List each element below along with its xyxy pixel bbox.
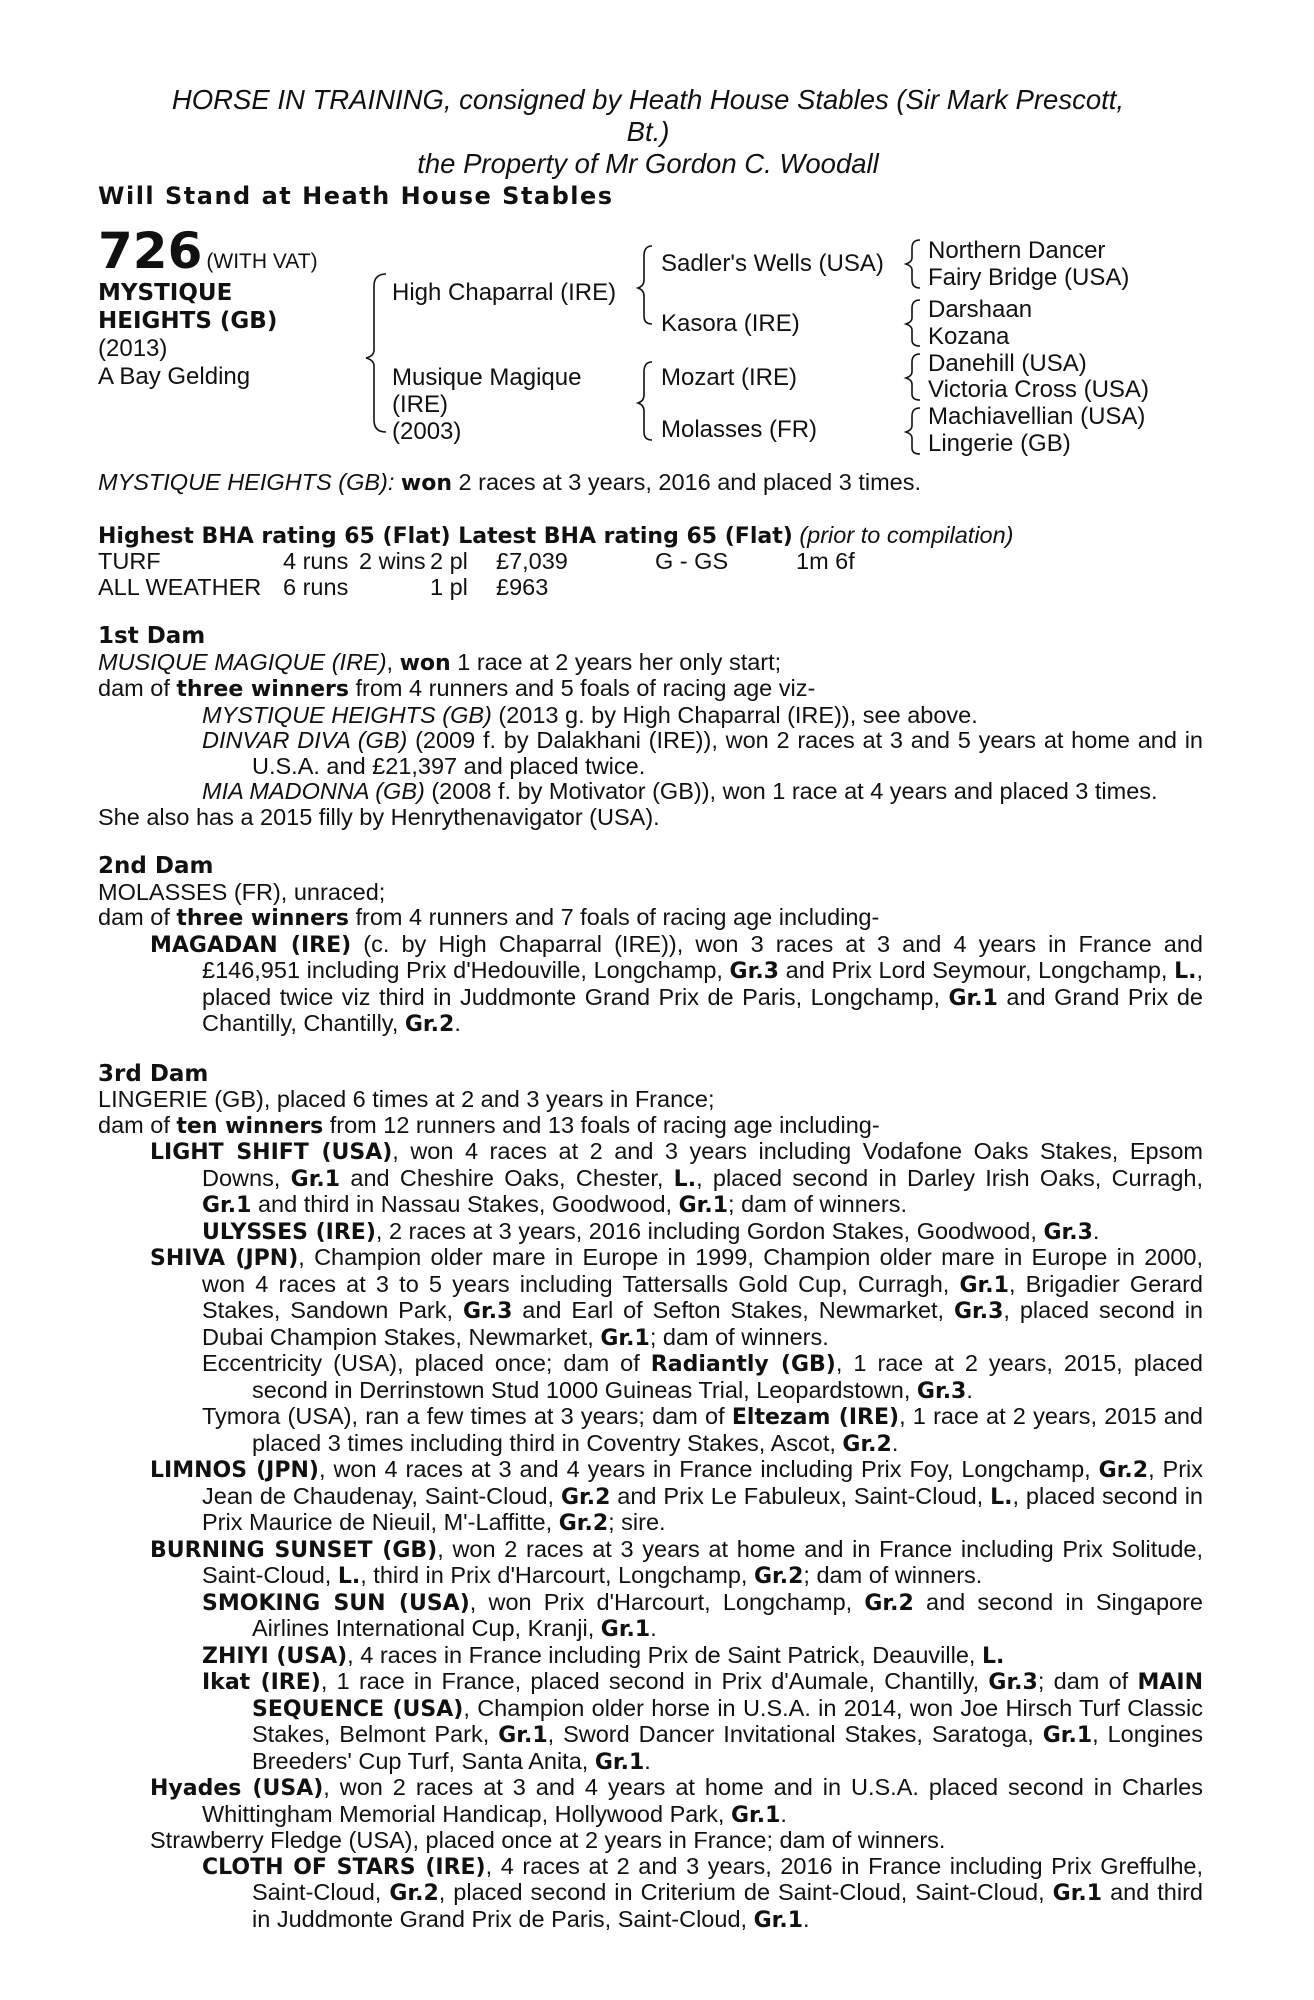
turf-runs: 4 runs [283,548,349,574]
pedigree-ssd: Fairy Bridge (USA) [928,264,1130,291]
pedigree-dam-year: (2003) [392,418,462,445]
first-dam-last: She also has a 2015 filly by Henrythenavigator (USA). [98,803,660,830]
horse-name: CLOTH OF STARS (IRE) [202,1854,486,1880]
owner-line: the Property of Mr Gordon C. Woodall [417,148,879,179]
t: , 4 races in France including Prix de Saint Patrick, Deauville, [347,1641,982,1668]
horse-name: ULYSSES (IRE) [202,1219,376,1245]
t: , Longines Breeders' Cup Turf, Santa Anita, [252,1721,1203,1774]
dam-of: dam of [98,1111,177,1138]
t: and Prix Lord Seymour, Longchamp, [778,957,1175,983]
first-dam-line1 [98,650,1203,677]
grade: Gr.1 [594,1749,645,1775]
first-dam-name: MUSIQUE MAGIQUE (IRE) [98,648,387,675]
magadan-name: MAGADAN (IRE) [150,932,352,958]
t: and Earl of Sefton Stakes, Newmarket, [512,1297,954,1323]
winners-count: three winners [176,906,349,931]
t: and Prix Le Fabuleux, Saint-Cloud, [610,1482,991,1509]
summary-horse: MYSTIQUE HEIGHTS (GB) [98,469,388,495]
grade: Gr.2 [864,1590,914,1616]
consignor-line-cont: Bt.) [626,116,670,147]
pedigree-sss: Northern Dancer [928,237,1106,264]
turf-row [98,549,1203,575]
t: Eccentricity (USA), placed once; dam of [202,1350,651,1376]
third-dam-line1: LINGERIE (GB), placed 6 times at 2 and 3 years in France; [98,1086,715,1112]
t: , won 4 races at 3 and 4 years in France including Prix Foy, Longchamp, [318,1456,1099,1482]
produce-2-text: (2009 f. by Dalakhani (IRE)), won 2 races at 3 and 5 years at home and in U.S.A. and £21,397 and placed twice. [252,727,1204,779]
brace-sire [638,246,652,324]
t: Strawberry Fledge (USA), placed once at 2 years in France; dam of winners. [150,1827,946,1853]
turf-placed: 2 pl [430,548,468,574]
horse-name: ZHIYI (USA) [202,1643,348,1669]
zhiyi-entry [98,1643,1203,1670]
pedigree-dds: Machiavellian (USA) [928,403,1146,430]
first-dam-line2 [98,676,1203,703]
t: ; dam of [1037,1668,1138,1694]
magadan-entry [98,932,1203,1038]
horse-name-line1: MYSTIQUE [98,280,233,306]
aw-wins [359,575,430,601]
t: . [891,1429,899,1456]
grade: Gr.2 [753,1564,804,1589]
grade: Gr.1 [948,985,998,1011]
horse-name: LIGHT SHIFT (USA) [150,1140,393,1165]
brace-ss [906,240,920,288]
runners-foals: from 4 runners and 5 foals of racing age viz- [348,675,816,701]
grade: Gr.1 [1042,1723,1093,1748]
grade: Gr.2 [560,1484,611,1510]
t: . [1092,1217,1100,1244]
winners-count: three winners [176,677,349,702]
listed: L. [1174,959,1197,984]
pedigree-dam: Musique Magique [392,364,582,391]
ulysses-entry [98,1219,1203,1246]
aw-placed: 1 pl [430,573,468,600]
t: , won Prix d'Harcourt, Longchamp, [469,1588,865,1615]
vat-label: (WITH VAT) [206,250,318,273]
listed: L. [981,1643,1005,1669]
horse-name-line2: HEIGHTS (GB) [98,308,278,334]
ratings-bold: Highest BHA rating 65 (Flat) Latest BHA rating 65 (Flat) [98,523,793,549]
horse-name: LIMNOS (JPN) [150,1458,319,1483]
limnos-entry [98,1457,1203,1537]
t: , won 4 races at 2 and 3 years including Vodafone Oaks Stakes, Epsom Downs, [202,1138,1203,1191]
pedigree-dam-country: (IRE) [392,391,448,418]
t: , placed second in Darley Irish Oaks, Curragh, [696,1164,1204,1191]
t: , won 2 races at 3 and 4 years at home and in U.S.A. placed second in Charles Whittingham Memorial Handicap, Hollywood Park, [202,1774,1203,1827]
t: . [803,1905,810,1932]
light-shift-entry [98,1139,1203,1219]
ratings-line [98,523,1203,550]
turf-going: G - GS [655,548,729,574]
t: , Prix Jean de Chaudenay, Saint-Cloud, [202,1456,1204,1509]
sep: , [386,648,400,675]
brace-main [366,274,386,432]
lot-info [98,222,318,391]
t: , third in Prix d'Harcourt, Longchamp, [360,1562,754,1588]
turf-wins: 2 wins [359,548,426,574]
pedigree-sire: High Chaparral (IRE) [392,279,617,306]
race-summary [98,470,1203,497]
ratings-note: (prior to compilation) [792,521,1014,548]
aw-prize: £963 [496,573,549,600]
grade: Gr.1 [202,1193,252,1218]
grade: Gr.1 [730,1802,781,1828]
t: ; dam of winners. [803,1562,983,1588]
lot-number: 726 [98,222,203,280]
third-dam-line2 [98,1113,1203,1140]
second-dam-heading: 2nd Dam [98,853,214,879]
aw-runs: 6 runs [283,573,349,600]
pedigree-dam-dam: Molasses (FR) [661,416,818,443]
horse-name: MAIN SEQUENCE (USA) [252,1670,1203,1722]
brace-sd [906,300,920,346]
produce-3-text: (2008 f. by Motivator (GB)), won 1 race at 4 years and placed 3 times. [424,778,1158,804]
pedigree-sds: Darshaan [928,296,1033,323]
t: , placed second in Criterium de Saint-Cloud, Saint-Cloud, [438,1879,1053,1905]
dam-of: dam of [98,904,177,930]
ikat-entry [98,1669,1203,1775]
pedigree-sdd: Kozana [928,323,1010,350]
grade: Gr.2 [1098,1458,1149,1483]
grade: Gr.3 [988,1670,1038,1695]
grade: Gr.1 [1052,1881,1103,1906]
t: . [650,1615,657,1641]
stand-line: Will Stand at Heath House Stables [98,182,614,210]
turf-label: TURF [98,548,161,574]
pedigree-ddd: Lingerie (GB) [928,430,1071,457]
summary-colon: : [387,469,401,495]
dam-of: dam of [98,675,177,701]
t: , 1 race in France, placed second in Prix d'Aumale, Chantilly, [320,1668,989,1694]
t: , placed second in Prix Maurice de Nieuil, M'-Laffitte, [202,1482,1204,1535]
t: , 4 races at 2 and 3 years, 2016 in France including Prix Greffulhe, Saint-Cloud, [252,1852,1203,1905]
second-dam-line1: MOLASSES (FR), unraced; [98,878,386,905]
aw-row [98,575,1203,601]
first-dam-heading: 1st Dam [98,623,206,649]
tymora-entry [98,1404,1203,1457]
t: . [644,1747,651,1774]
grade: Gr.1 [959,1272,1009,1298]
produce-1 [98,703,1203,729]
grade: Gr.1 [753,1907,804,1933]
t: and Grand Prix de Chantilly, Chantilly, [202,983,1203,1036]
grade: Gr.3 [916,1378,967,1404]
strawberry-fledge-entry [98,1828,1203,1854]
horse-name: SHIVA (JPN) [150,1246,299,1271]
horse-name: Hyades (USA) [150,1776,324,1801]
produce-2 [98,728,1203,779]
pedigree-sire-dam: Kasora (IRE) [661,310,800,337]
smoking-sun-entry [98,1590,1203,1643]
pedigree-dss: Danehill (USA) [928,350,1087,377]
grade: Gr.3 [953,1299,1004,1324]
page-header [98,84,1198,212]
grade: Gr.3 [462,1299,513,1324]
grade: Gr.2 [842,1431,892,1457]
t: , Brigadier Gerard Stakes, Sandown Park, [202,1270,1203,1323]
t: and second in Singapore Airlines International Cup, Kranji, [252,1588,1203,1641]
grade: Gr.3 [729,959,779,984]
t: , placed twice viz third in Juddmonte Grand Prix de Paris, Longchamp, [202,957,1203,1010]
summary-won: won [400,471,453,496]
grade: Gr.1 [600,1325,650,1351]
brace-dam [638,362,652,440]
t: . [780,1800,787,1827]
turf-distance: 1m 6f [796,548,855,574]
horse-name: Eltezam (IRE) [731,1405,900,1430]
listed: L. [337,1564,361,1589]
winners-count: ten winners [176,1113,324,1139]
horse-description: A Bay Gelding [98,363,251,390]
t: , 1 race at 2 years, 2015, placed second in Derrinstown Stud 1000 Guineas Trial, Leopardstown, [252,1350,1203,1403]
catalogue-text [98,470,1203,1933]
grade: Gr.1 [290,1166,341,1192]
eccentricity-entry [98,1351,1203,1404]
listed: L. [990,1484,1013,1510]
burning-sunset-entry [98,1537,1203,1590]
horse-name: BURNING SUNSET (GB) [150,1537,438,1563]
t: , 1 race at 2 years, 2015 and placed 3 times including third in Coventry Stakes, Ascot, [252,1403,1203,1456]
pedigree-sire-sire: Sadler's Wells (USA) [661,250,884,277]
t: , 2 races at 3 years, 2016 including Gordon Stakes, Goodwood, [375,1217,1044,1244]
t: ; dam of winners. [728,1191,907,1217]
t: , Champion older mare in Europe in 1999, Champion older mare in Europe in 2000, won 4 races at 3 to 5 years including Tattersalls Gold Cup, Curragh, [202,1244,1204,1297]
grade: Gr.1 [600,1617,651,1642]
hyades-entry [98,1775,1203,1828]
t: , Champion older horse in U.S.A. in 2014, won Joe Hirsch Turf Classic Stakes, Belmont Park, [252,1694,1203,1747]
grade: Gr.3 [1043,1219,1093,1245]
produce-1-name: MYSTIQUE HEIGHTS (GB) [202,701,492,728]
listed: L. [673,1166,697,1192]
t: , placed second in Dubai Champion Stakes, Newmarket, [202,1297,1203,1350]
t: , Sword Dancer Invitational Stakes, Saratoga, [547,1721,1043,1747]
brace-ds [906,354,920,400]
cloth-of-stars-entry [98,1854,1203,1934]
second-dam-line2 [98,905,1203,932]
runners-foals: from 4 runners and 7 foals of racing age including- [348,904,880,930]
grade: Gr.1 [498,1723,548,1748]
produce-2-name: DINVAR DIVA (GB) [202,727,408,753]
t: and third in Nassau Stakes, Goodwood, [251,1191,679,1217]
runners-foals: from 12 runners and 13 foals of racing age including- [323,1111,880,1138]
produce-3 [98,779,1203,805]
horse-name: SMOKING SUN (USA) [202,1590,470,1616]
turf-prize: £7,039 [496,548,568,574]
t: Tymora (USA), ran a few times at 3 years; dam of [202,1403,732,1429]
t: and Cheshire Oaks, Chester, [340,1164,674,1191]
t: (c. by High Chaparral (IRE)), won 3 races at 3 and 4 years in France and £146,951 including Prix d'Hedouville, Longchamp, [202,930,1203,983]
produce-1-text: (2013 g. by High Chaparral (IRE)), see above. [491,701,978,728]
summary-rest: 2 races at 3 years, 2016 and placed 3 times. [452,469,921,495]
grade: Gr.1 [678,1193,729,1218]
shiva-entry [98,1245,1203,1351]
pedigree-dsd: Victoria Cross (USA) [928,376,1149,403]
pedigree-dam-sire: Mozart (IRE) [661,364,798,391]
t: . [966,1376,973,1403]
t: . [454,1010,461,1036]
t: and third in Juddmonte Grand Prix de Paris, Saint-Cloud, [252,1879,1203,1932]
third-dam-heading: 3rd Dam [98,1060,209,1087]
t: ; dam of winners. [649,1323,829,1350]
aw-label: ALL WEATHER [98,573,262,600]
brace-dd [906,408,920,454]
grade: Gr.2 [404,1012,455,1037]
horse-name: Ikat (IRE) [202,1670,321,1695]
first-dam-record: 1 race at 2 years her only start; [450,648,782,675]
consignor-line: HORSE IN TRAINING, consigned by Heath House Stables (Sir Mark Prescott, [171,84,1125,115]
won-label: won [399,650,451,676]
horse-name: Radiantly (GB) [650,1352,836,1377]
grade: Gr.2 [558,1511,609,1536]
foaling-year: (2013) [98,335,168,362]
produce-3-name: MIA MADONNA (GB) [202,778,425,804]
grade: Gr.2 [389,1881,439,1906]
t: , won 2 races at 3 years at home and in France including Prix Solitude, Saint-Cloud, [202,1535,1203,1588]
t: ; sire. [608,1509,666,1535]
